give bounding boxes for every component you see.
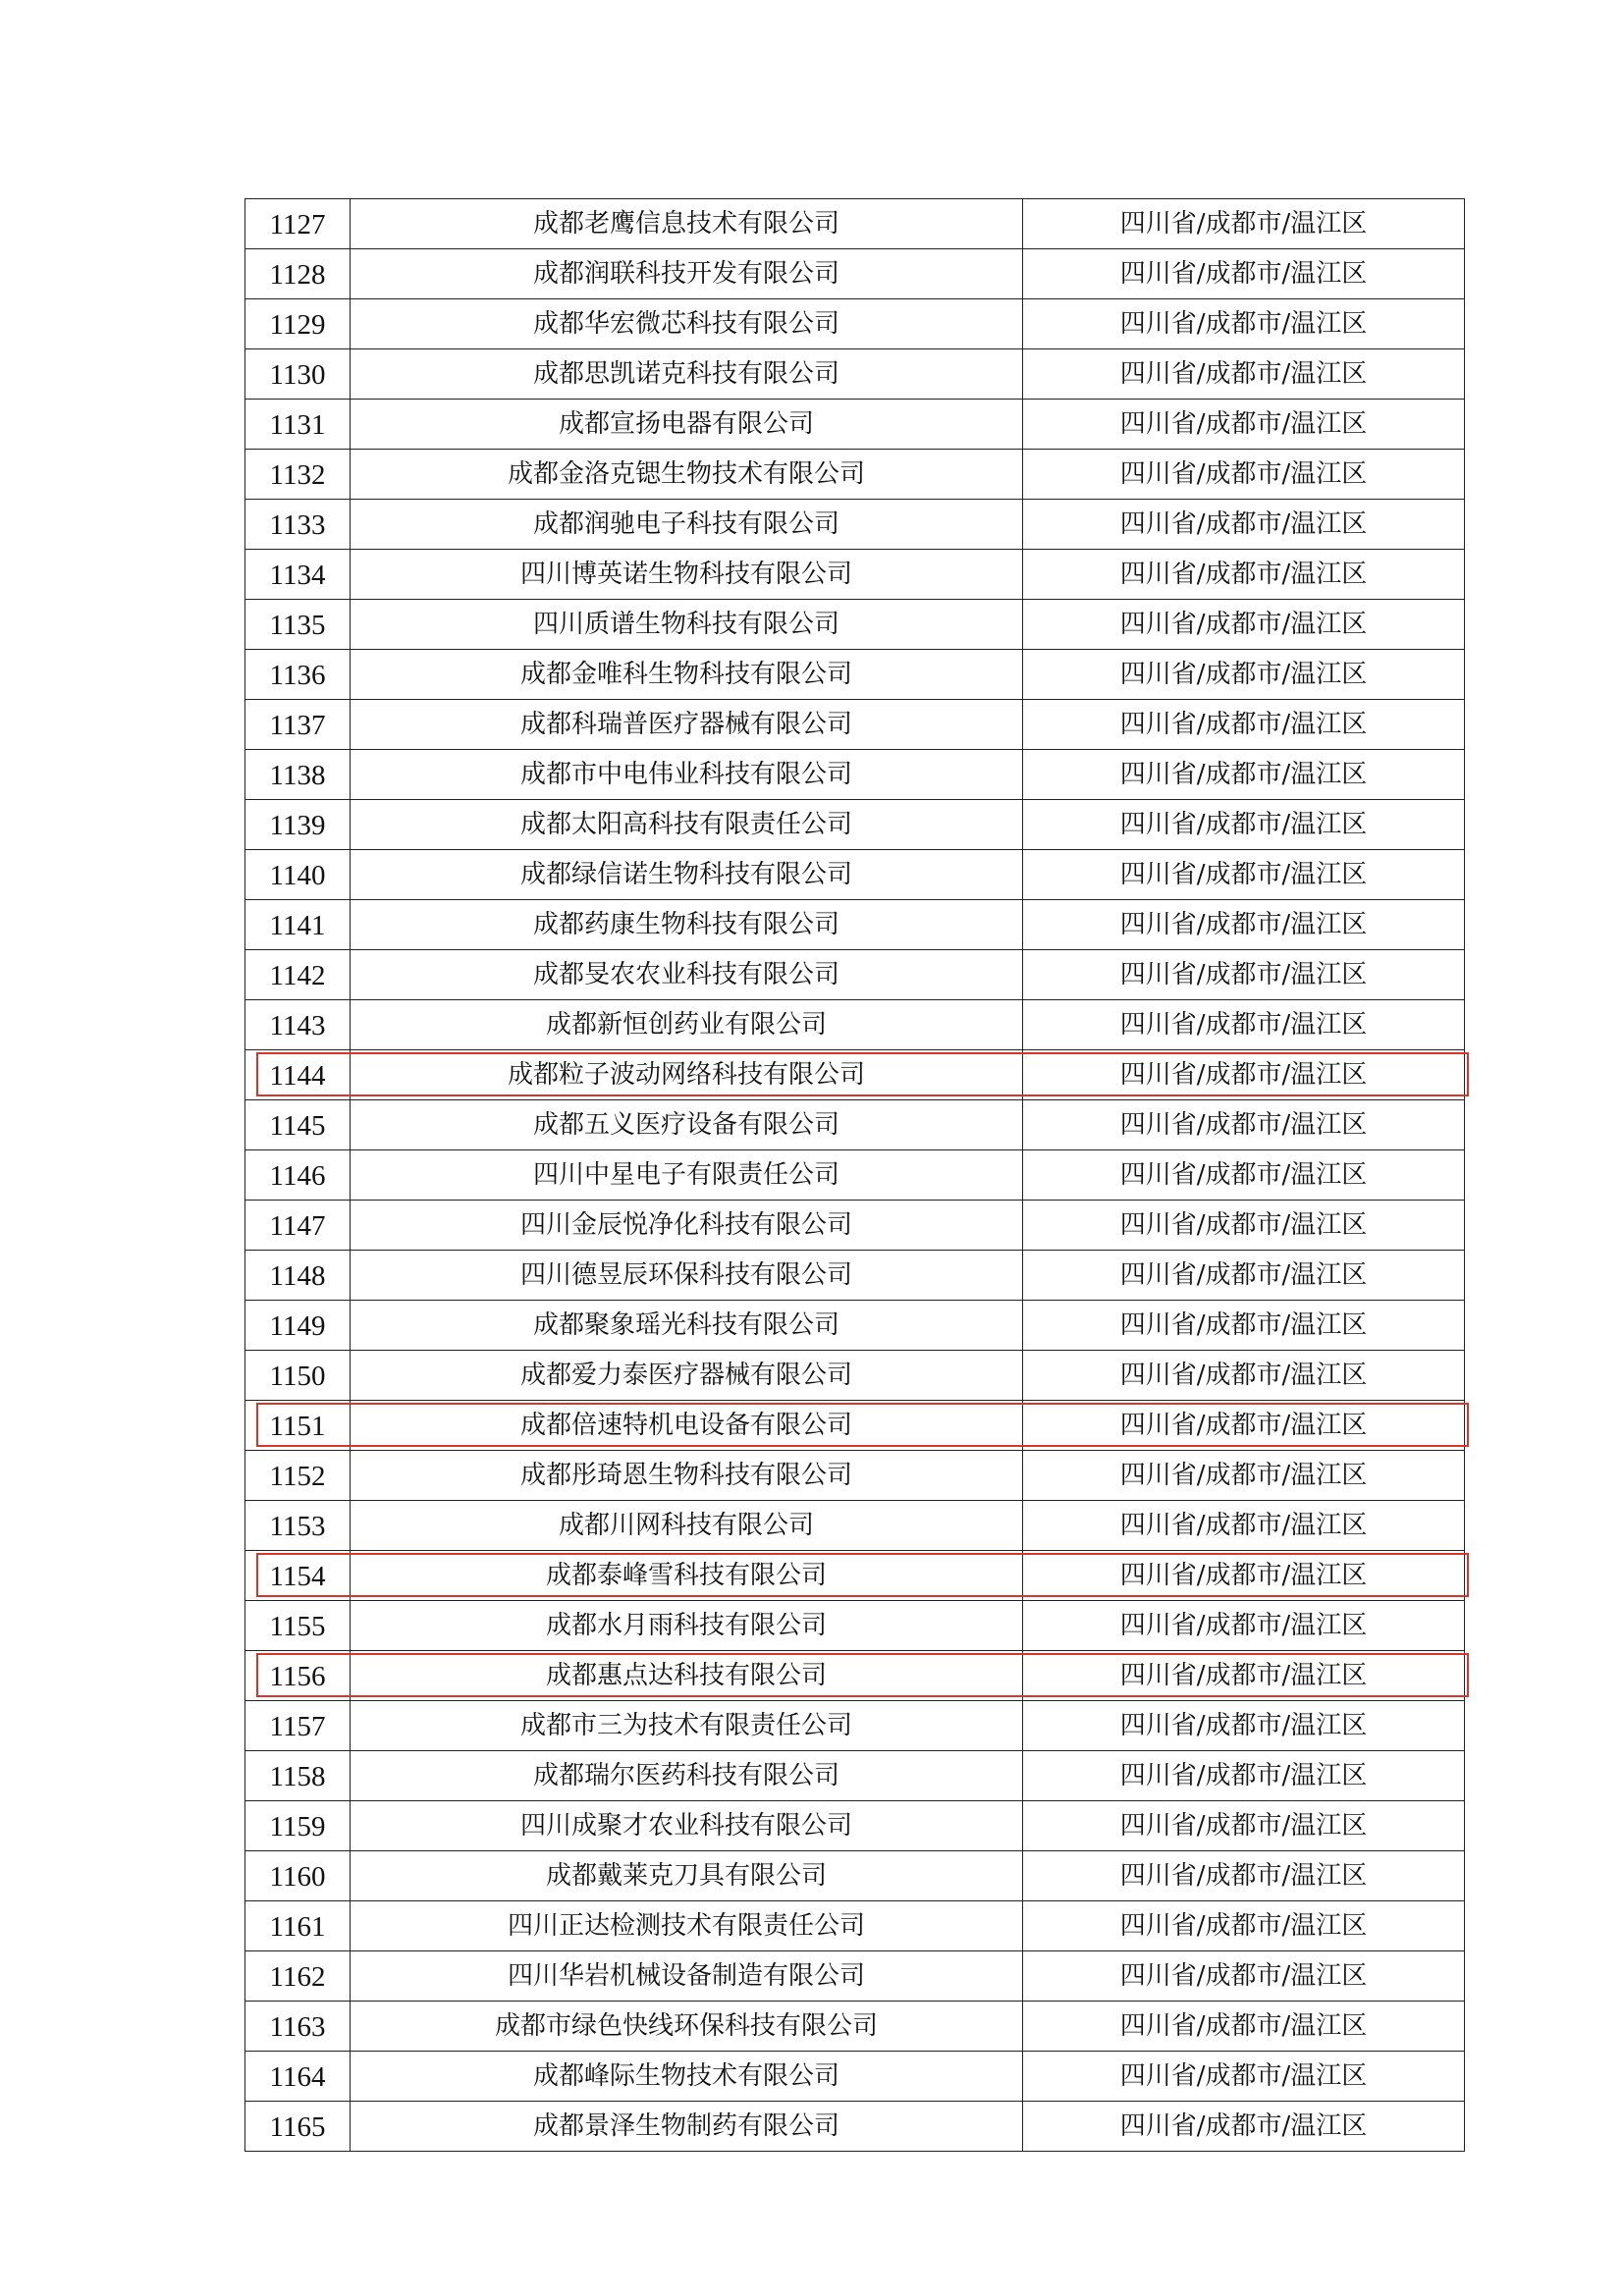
- table-row: [245, 600, 1465, 650]
- table-row: [245, 500, 1465, 550]
- table-row: [245, 700, 1465, 750]
- region-cell: 四川省/成都市/温江区: [1023, 1251, 1465, 1301]
- row-number-cell: 1150: [245, 1351, 351, 1401]
- region-cell: 四川省/成都市/温江区: [1023, 800, 1465, 850]
- company-name-cell: 四川正达检测技术有限责任公司: [351, 1901, 1023, 1951]
- row-number-cell: 1159: [245, 1801, 351, 1851]
- table-row: [245, 2002, 1465, 2052]
- row-number-cell: 1143: [245, 1000, 351, 1050]
- region-cell: 四川省/成都市/温江区: [1023, 1601, 1465, 1651]
- table-row: [245, 650, 1465, 700]
- row-number-cell: 1153: [245, 1501, 351, 1551]
- region-cell: 四川省/成都市/温江区: [1023, 199, 1465, 249]
- company-name-cell: 成都旻农农业科技有限公司: [351, 950, 1023, 1000]
- company-name-cell: 成都水月雨科技有限公司: [351, 1601, 1023, 1651]
- table-row: [245, 2102, 1465, 2152]
- company-name-cell: 成都市中电伟业科技有限公司: [351, 750, 1023, 800]
- row-number-cell: 1154: [245, 1551, 351, 1601]
- row-number-cell: 1164: [245, 2052, 351, 2102]
- row-number-cell: 1151: [245, 1401, 351, 1451]
- row-number-cell: 1157: [245, 1701, 351, 1751]
- row-number-cell: 1165: [245, 2102, 351, 2152]
- row-number-cell: 1145: [245, 1100, 351, 1150]
- table-row: [245, 1100, 1465, 1150]
- region-cell: 四川省/成都市/温江区: [1023, 1451, 1465, 1501]
- company-name-cell: 四川华岩机械设备制造有限公司: [351, 1951, 1023, 2002]
- table-row: [245, 900, 1465, 950]
- region-cell: 四川省/成都市/温江区: [1023, 550, 1465, 600]
- company-name-cell: 四川金辰悦净化科技有限公司: [351, 1201, 1023, 1251]
- row-number-cell: 1160: [245, 1851, 351, 1901]
- company-name-cell: 成都惠点达科技有限公司: [351, 1651, 1023, 1701]
- region-cell: 四川省/成都市/温江区: [1023, 1050, 1465, 1100]
- region-cell: 四川省/成都市/温江区: [1023, 1150, 1465, 1201]
- row-number-cell: 1141: [245, 900, 351, 950]
- company-name-cell: 四川成聚才农业科技有限公司: [351, 1801, 1023, 1851]
- company-table: [244, 198, 1465, 2152]
- table-row: [245, 299, 1465, 349]
- row-number-cell: 1148: [245, 1251, 351, 1301]
- region-cell: 四川省/成都市/温江区: [1023, 2102, 1465, 2152]
- table-row: [245, 1651, 1465, 1701]
- table-row: [245, 1901, 1465, 1951]
- region-cell: 四川省/成都市/温江区: [1023, 1401, 1465, 1451]
- region-cell: 四川省/成都市/温江区: [1023, 950, 1465, 1000]
- region-cell: 四川省/成都市/温江区: [1023, 600, 1465, 650]
- company-name-cell: 成都润联科技开发有限公司: [351, 249, 1023, 299]
- region-cell: 四川省/成都市/温江区: [1023, 249, 1465, 299]
- row-number-cell: 1137: [245, 700, 351, 750]
- region-cell: 四川省/成都市/温江区: [1023, 1201, 1465, 1251]
- company-name-cell: 成都科瑞普医疗器械有限公司: [351, 700, 1023, 750]
- region-cell: 四川省/成都市/温江区: [1023, 1851, 1465, 1901]
- company-name-cell: 四川博英诺生物科技有限公司: [351, 550, 1023, 600]
- region-cell: 四川省/成都市/温江区: [1023, 349, 1465, 400]
- company-name-cell: 成都彤琦恩生物科技有限公司: [351, 1451, 1023, 1501]
- region-cell: 四川省/成都市/温江区: [1023, 1551, 1465, 1601]
- region-cell: 四川省/成都市/温江区: [1023, 850, 1465, 900]
- table-row: [245, 750, 1465, 800]
- row-number-cell: 1139: [245, 800, 351, 850]
- company-name-cell: 成都金洛克锶生物技术有限公司: [351, 450, 1023, 500]
- table-body: [245, 199, 1465, 2152]
- region-cell: 四川省/成都市/温江区: [1023, 700, 1465, 750]
- table-row: [245, 349, 1465, 400]
- row-number-cell: 1161: [245, 1901, 351, 1951]
- row-number-cell: 1147: [245, 1201, 351, 1251]
- company-name-cell: 成都五义医疗设备有限公司: [351, 1100, 1023, 1150]
- company-name-cell: 成都思凯诺克科技有限公司: [351, 349, 1023, 400]
- table-row: [245, 249, 1465, 299]
- table-row: [245, 550, 1465, 600]
- company-name-cell: 成都爱力泰医疗器械有限公司: [351, 1351, 1023, 1401]
- row-number-cell: 1158: [245, 1751, 351, 1801]
- table-row: [245, 2052, 1465, 2102]
- region-cell: 四川省/成都市/温江区: [1023, 1501, 1465, 1551]
- row-number-cell: 1149: [245, 1301, 351, 1351]
- table-row: [245, 1000, 1465, 1050]
- company-name-cell: 四川中星电子有限责任公司: [351, 1150, 1023, 1201]
- row-number-cell: 1133: [245, 500, 351, 550]
- company-name-cell: 四川德昱辰环保科技有限公司: [351, 1251, 1023, 1301]
- row-number-cell: 1130: [245, 349, 351, 400]
- region-cell: 四川省/成都市/温江区: [1023, 500, 1465, 550]
- row-number-cell: 1131: [245, 400, 351, 450]
- company-name-cell: 成都华宏微芯科技有限公司: [351, 299, 1023, 349]
- row-number-cell: 1146: [245, 1150, 351, 1201]
- table-row: [245, 1301, 1465, 1351]
- table-row: [245, 950, 1465, 1000]
- table-row: [245, 400, 1465, 450]
- row-number-cell: 1155: [245, 1601, 351, 1651]
- company-name-cell: 成都市三为技术有限责任公司: [351, 1701, 1023, 1751]
- row-number-cell: 1142: [245, 950, 351, 1000]
- row-number-cell: 1156: [245, 1651, 351, 1701]
- company-name-cell: 成都景泽生物制药有限公司: [351, 2102, 1023, 2152]
- company-name-cell: 成都倍速特机电设备有限公司: [351, 1401, 1023, 1451]
- table-row: [245, 1201, 1465, 1251]
- company-name-cell: 成都润驰电子科技有限公司: [351, 500, 1023, 550]
- row-number-cell: 1134: [245, 550, 351, 600]
- company-name-cell: 成都金唯科生物科技有限公司: [351, 650, 1023, 700]
- table-row: [245, 1401, 1465, 1451]
- region-cell: 四川省/成都市/温江区: [1023, 1000, 1465, 1050]
- region-cell: 四川省/成都市/温江区: [1023, 650, 1465, 700]
- table-row: [245, 1701, 1465, 1751]
- company-name-cell: 成都老鹰信息技术有限公司: [351, 199, 1023, 249]
- region-cell: 四川省/成都市/温江区: [1023, 1751, 1465, 1801]
- table-row: [245, 1751, 1465, 1801]
- region-cell: 四川省/成都市/温江区: [1023, 1651, 1465, 1701]
- company-name-cell: 成都戴莱克刀具有限公司: [351, 1851, 1023, 1901]
- region-cell: 四川省/成都市/温江区: [1023, 1951, 1465, 2002]
- table-row: [245, 1451, 1465, 1501]
- table-row: [245, 450, 1465, 500]
- company-name-cell: 成都聚象瑶光科技有限公司: [351, 1301, 1023, 1351]
- table-row: [245, 1050, 1465, 1100]
- table-row: [245, 1551, 1465, 1601]
- region-cell: 四川省/成都市/温江区: [1023, 1351, 1465, 1401]
- row-number-cell: 1128: [245, 249, 351, 299]
- company-name-cell: 成都太阳高科技有限责任公司: [351, 800, 1023, 850]
- row-number-cell: 1127: [245, 199, 351, 249]
- company-name-cell: 成都药康生物科技有限公司: [351, 900, 1023, 950]
- region-cell: 四川省/成都市/温江区: [1023, 400, 1465, 450]
- row-number-cell: 1129: [245, 299, 351, 349]
- table-row: [245, 800, 1465, 850]
- region-cell: 四川省/成都市/温江区: [1023, 2052, 1465, 2102]
- table-row: [245, 1251, 1465, 1301]
- region-cell: 四川省/成都市/温江区: [1023, 1301, 1465, 1351]
- table-row: [245, 1801, 1465, 1851]
- company-name-cell: 成都粒子波动网络科技有限公司: [351, 1050, 1023, 1100]
- row-number-cell: 1132: [245, 450, 351, 500]
- table-row: [245, 1951, 1465, 2002]
- row-number-cell: 1163: [245, 2002, 351, 2052]
- company-name-cell: 成都宣扬电器有限公司: [351, 400, 1023, 450]
- row-number-cell: 1135: [245, 600, 351, 650]
- row-number-cell: 1136: [245, 650, 351, 700]
- company-name-cell: 成都峰际生物技术有限公司: [351, 2052, 1023, 2102]
- region-cell: 四川省/成都市/温江区: [1023, 450, 1465, 500]
- table-row: [245, 1851, 1465, 1901]
- region-cell: 四川省/成都市/温江区: [1023, 1701, 1465, 1751]
- row-number-cell: 1162: [245, 1951, 351, 2002]
- row-number-cell: 1138: [245, 750, 351, 800]
- table-row: [245, 199, 1465, 249]
- row-number-cell: 1152: [245, 1451, 351, 1501]
- region-cell: 四川省/成都市/温江区: [1023, 1801, 1465, 1851]
- company-name-cell: 成都市绿色快线环保科技有限公司: [351, 2002, 1023, 2052]
- region-cell: 四川省/成都市/温江区: [1023, 1100, 1465, 1150]
- region-cell: 四川省/成都市/温江区: [1023, 750, 1465, 800]
- company-name-cell: 四川质谱生物科技有限公司: [351, 600, 1023, 650]
- region-cell: 四川省/成都市/温江区: [1023, 1901, 1465, 1951]
- row-number-cell: 1140: [245, 850, 351, 900]
- row-number-cell: 1144: [245, 1050, 351, 1100]
- company-name-cell: 成都新恒创药业有限公司: [351, 1000, 1023, 1050]
- region-cell: 四川省/成都市/温江区: [1023, 2002, 1465, 2052]
- region-cell: 四川省/成都市/温江区: [1023, 299, 1465, 349]
- table-row: [245, 1501, 1465, 1551]
- region-cell: 四川省/成都市/温江区: [1023, 900, 1465, 950]
- company-name-cell: 成都川网科技有限公司: [351, 1501, 1023, 1551]
- table-row: [245, 1601, 1465, 1651]
- table-row: [245, 850, 1465, 900]
- company-name-cell: 成都绿信诺生物科技有限公司: [351, 850, 1023, 900]
- table-row: [245, 1351, 1465, 1401]
- table-row: [245, 1150, 1465, 1201]
- company-name-cell: 成都泰峰雪科技有限公司: [351, 1551, 1023, 1601]
- company-name-cell: 成都瑞尔医药科技有限公司: [351, 1751, 1023, 1801]
